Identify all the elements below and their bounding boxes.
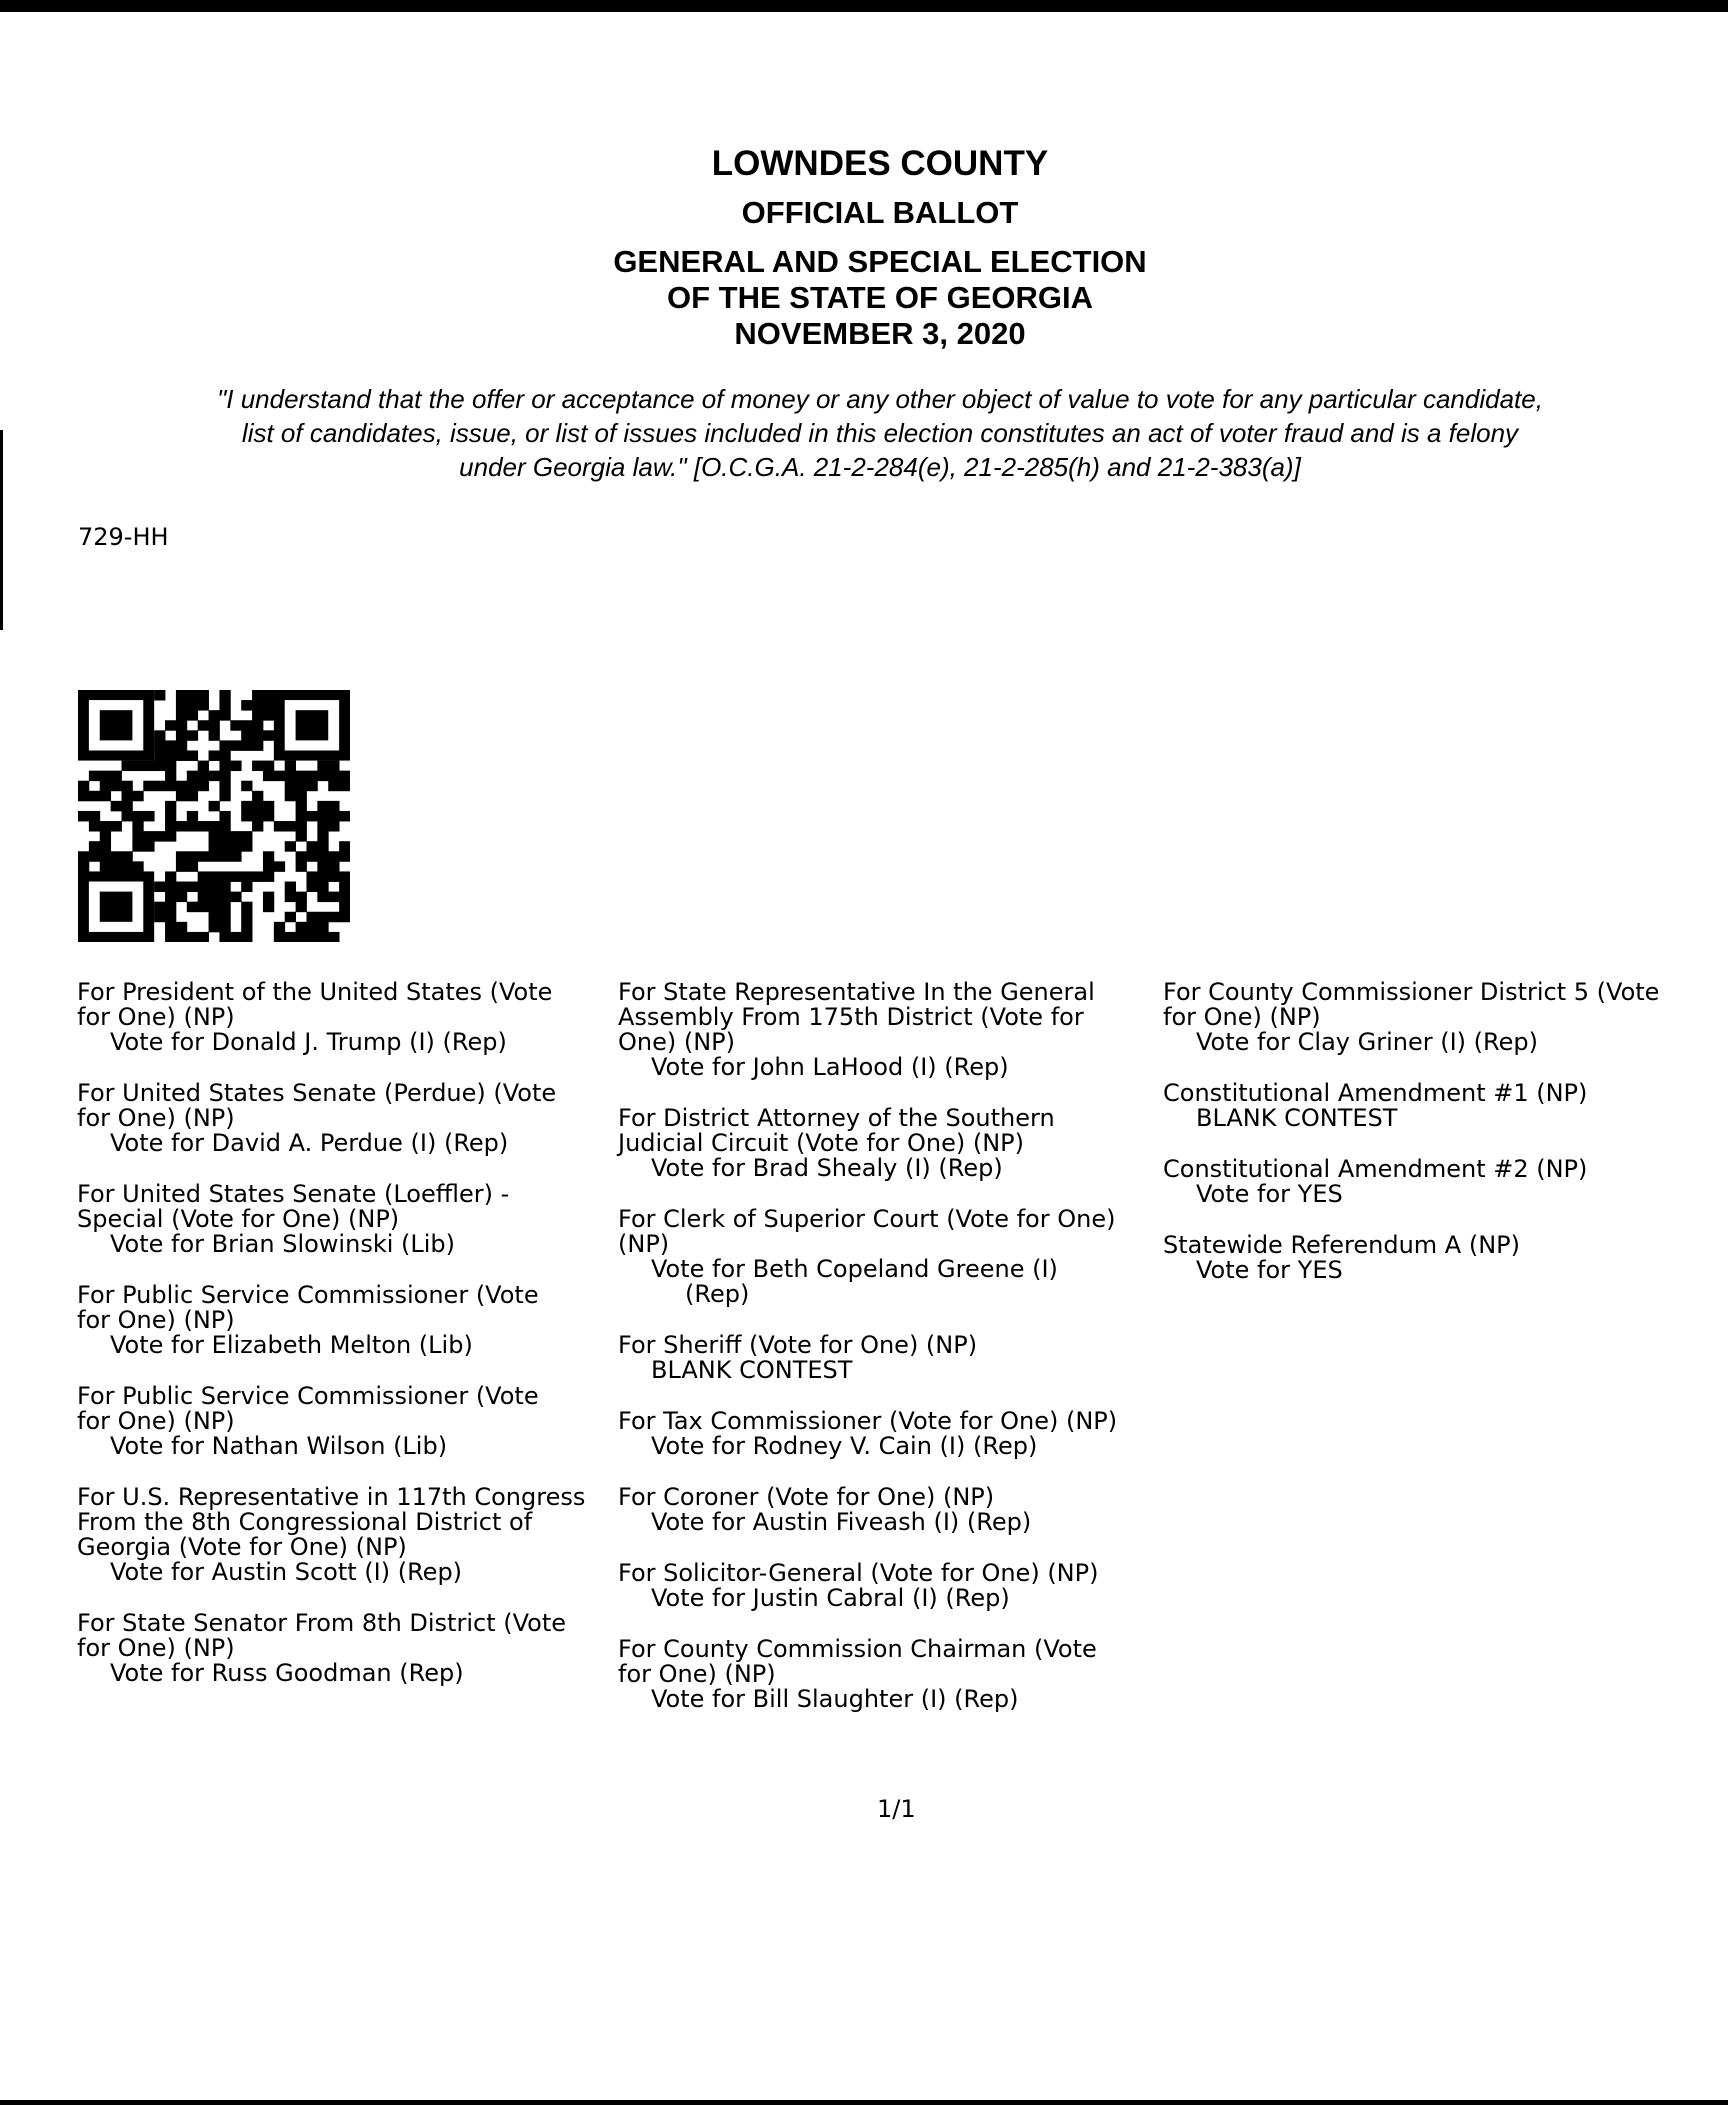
contest-selection: Vote for YES xyxy=(1196,1256,1343,1284)
contest-title: For Public Service Commissioner (Vote xyxy=(77,1382,539,1410)
ballot-header xyxy=(0,140,1728,352)
contest xyxy=(618,1409,1163,1459)
contest-title: for One) (NP) xyxy=(77,1306,235,1334)
contest-title: For U.S. Representative in 117th Congress xyxy=(77,1483,586,1511)
contest xyxy=(77,1611,617,1686)
contest-selection: Vote for Clay Griner (I) (Rep) xyxy=(1196,1028,1538,1056)
contest-selection: Vote for YES xyxy=(1196,1180,1343,1208)
contest-title: for One) (NP) xyxy=(77,1407,235,1435)
contest-selection: BLANK CONTEST xyxy=(1196,1104,1398,1132)
contest xyxy=(618,1333,1163,1383)
ballot-type: OFFICIAL BALLOT xyxy=(741,195,1019,230)
contest-title: For Public Service Commissioner (Vote xyxy=(77,1281,539,1309)
contest xyxy=(77,1081,617,1156)
contest-selection: Vote for Nathan Wilson (Lib) xyxy=(110,1432,448,1460)
contest-title: For Clerk of Superior Court (Vote for One) xyxy=(618,1205,1116,1233)
contest-title: For United States Senate (Perdue) (Vote xyxy=(77,1079,557,1107)
contest-title: for One) (NP) xyxy=(77,1634,235,1662)
contest-title: One) (NP) xyxy=(618,1028,736,1056)
contest-title: For District Attorney of the Southern xyxy=(618,1104,1055,1132)
contest-selection: Vote for John LaHood (I) (Rep) xyxy=(651,1053,1009,1081)
contest-title: For Sheriff (Vote for One) (NP) xyxy=(618,1331,978,1359)
contest-selection: Vote for David A. Perdue (I) (Rep) xyxy=(110,1129,509,1157)
contest-selection: Vote for Austin Fiveash (I) (Rep) xyxy=(651,1508,1032,1536)
contest xyxy=(1163,1233,1723,1283)
contest-title: Constitutional Amendment #2 (NP) xyxy=(1163,1155,1588,1183)
contest-column-1 xyxy=(77,980,617,1712)
scan-edge-bottom xyxy=(0,2100,1728,2105)
contest xyxy=(618,1485,1163,1535)
contest-title: From the 8th Congressional District of xyxy=(77,1508,533,1536)
contest-selection: Vote for Brian Slowinski (Lib) xyxy=(110,1230,456,1258)
contest-selection: Vote for Brad Shealy (I) (Rep) xyxy=(651,1154,1003,1182)
contest-title: Statewide Referendum A (NP) xyxy=(1163,1231,1520,1259)
contest-title: Constitutional Amendment #1 (NP) xyxy=(1163,1079,1588,1107)
election-date: NOVEMBER 3, 2020 xyxy=(734,316,1026,351)
contest-title: for One) (NP) xyxy=(77,1003,235,1031)
qr-code-icon xyxy=(78,690,350,942)
ballot-style-id: 729-HH xyxy=(78,523,169,551)
contest-title: Special (Vote for One) (NP) xyxy=(77,1205,400,1233)
contest-title: For Tax Commissioner (Vote for One) (NP) xyxy=(618,1407,1118,1435)
contest-title: For Solicitor-General (Vote for One) (NP) xyxy=(618,1559,1099,1587)
contest xyxy=(77,1182,617,1257)
contest xyxy=(618,1106,1163,1181)
contest-title: Judicial Circuit (Vote for One) (NP) xyxy=(618,1129,1024,1157)
oath-line: "I understand that the offer or acceptance of money or any other object of value to vote for any particular candidate, xyxy=(217,384,1543,414)
contest xyxy=(77,1384,617,1459)
contest-title: For State Representative In the General xyxy=(618,978,1095,1006)
contest xyxy=(618,1207,1163,1307)
election-title-line2: OF THE STATE OF GEORGIA xyxy=(667,280,1093,315)
contest xyxy=(77,980,617,1055)
contest-title: For County Commission Chairman (Vote xyxy=(618,1635,1097,1663)
contest xyxy=(1163,1157,1723,1207)
page-number: 1/1 xyxy=(877,1795,916,1823)
contest-title: For United States Senate (Loeffler) - xyxy=(77,1180,510,1208)
contest-title: Assembly From 175th District (Vote for xyxy=(618,1003,1084,1031)
contest-column-2 xyxy=(618,980,1163,1738)
contest-selection: Vote for Justin Cabral (I) (Rep) xyxy=(651,1584,1010,1612)
scan-edge-mark xyxy=(0,430,3,630)
election-title-line1: GENERAL AND SPECIAL ELECTION xyxy=(613,244,1147,279)
contest xyxy=(1163,980,1723,1055)
oath-line: under Georgia law." [O.C.G.A. 21-2-284(e), 21-2-285(h) and 21-2-383(a)] xyxy=(459,452,1301,482)
contest-title: (NP) xyxy=(618,1230,670,1258)
county-title: LOWNDES COUNTY xyxy=(711,144,1049,183)
contest-selection: Vote for Bill Slaughter (I) (Rep) xyxy=(651,1685,1019,1713)
contest xyxy=(1163,1081,1723,1131)
contest-selection: Vote for Rodney V. Cain (I) (Rep) xyxy=(651,1432,1038,1460)
contest-column-3 xyxy=(1163,980,1723,1309)
oath-line: list of candidates, issue, or list of issues included in this election constitutes an act of voter fraud and is a felony xyxy=(241,418,1519,448)
contest-selection: (Rep) xyxy=(685,1280,750,1308)
contest-selection: BLANK CONTEST xyxy=(651,1356,853,1384)
contest-selection: Vote for Russ Goodman (Rep) xyxy=(110,1659,464,1687)
contest-selection: Vote for Elizabeth Melton (Lib) xyxy=(110,1331,473,1359)
voter-fraud-oath xyxy=(80,382,1680,484)
scan-edge-top xyxy=(0,0,1728,12)
contest-title: For Coroner (Vote for One) (NP) xyxy=(618,1483,995,1511)
contest-title: for One) (NP) xyxy=(77,1104,235,1132)
contest-title: For State Senator From 8th District (Vote xyxy=(77,1609,567,1637)
contest-title: for One) (NP) xyxy=(1163,1003,1321,1031)
contest-selection: Vote for Austin Scott (I) (Rep) xyxy=(110,1558,463,1586)
contest xyxy=(618,980,1163,1080)
contest xyxy=(618,1637,1163,1712)
contest-selection: Vote for Donald J. Trump (I) (Rep) xyxy=(110,1028,507,1056)
contest xyxy=(77,1485,617,1585)
contest xyxy=(618,1561,1163,1611)
contest-title: Georgia (Vote for One) (NP) xyxy=(77,1533,407,1561)
contest-title: For County Commissioner District 5 (Vote xyxy=(1163,980,1660,1006)
contest-title: for One) (NP) xyxy=(618,1660,776,1688)
contest-title: For President of the United States (Vote xyxy=(77,978,553,1006)
contest xyxy=(77,1283,617,1358)
contest-selection: Vote for Beth Copeland Greene (I) xyxy=(651,1255,1058,1283)
